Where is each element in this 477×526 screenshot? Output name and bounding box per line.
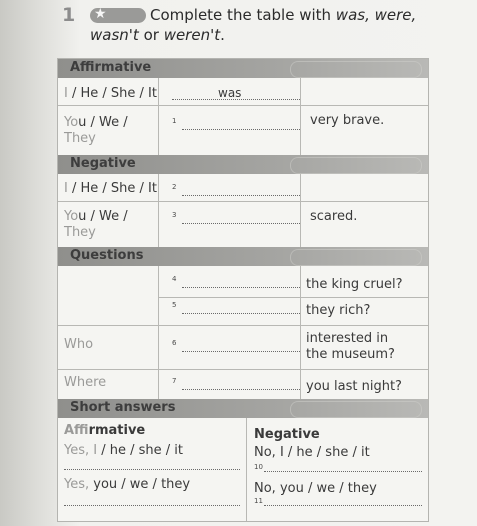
- row-divider: [58, 105, 428, 106]
- aff-answer-line-1[interactable]: [182, 129, 300, 130]
- question-4-text: you last night?: [306, 379, 402, 394]
- q-gap-number-4: 4: [172, 275, 177, 283]
- row-divider: [158, 297, 428, 298]
- band-decoration: [290, 61, 422, 78]
- aff-subject-2: You / We / They: [64, 115, 128, 146]
- short-answers-heading: Short answers: [70, 400, 176, 415]
- q-answer-line-6[interactable]: [182, 351, 300, 352]
- col-divider: [300, 266, 301, 399]
- aff-answer-example: was: [218, 86, 242, 100]
- question-2-text: they rich?: [306, 303, 371, 318]
- short-neg-row-2: No, you / we / they: [254, 481, 377, 496]
- negative-heading: Negative: [70, 156, 136, 171]
- instruction-keyword-wasnt: wasn't: [90, 26, 139, 44]
- short-neg-number-11: 11: [254, 497, 263, 505]
- q-answer-line-5[interactable]: [182, 313, 300, 314]
- band-decoration: [290, 157, 422, 174]
- row-divider: [58, 369, 428, 370]
- short-aff-row-2: Yes, you / we / they: [64, 477, 191, 492]
- neg-subject-1: I / He / She / It: [64, 181, 157, 196]
- short-aff-heading: Affirmative: [64, 423, 146, 438]
- neg-gap-number-2: 2: [172, 183, 177, 191]
- affirmative-band: [58, 59, 428, 78]
- negative-band: [58, 155, 428, 174]
- short-answers-band: [58, 399, 428, 418]
- short-neg-heading: Negative: [254, 427, 320, 442]
- aff-subject-1: I / He / She / It: [64, 86, 157, 101]
- instruction-period: .: [220, 26, 225, 44]
- neg-complement: scared.: [310, 209, 358, 224]
- instruction-text: Complete the table with: [150, 6, 336, 24]
- short-aff-line-9[interactable]: [64, 505, 240, 506]
- short-neg-number-10: 10: [254, 463, 263, 471]
- row-divider: [58, 325, 428, 326]
- instruction-keyword-werent: weren't: [163, 26, 221, 44]
- q-answer-line-4[interactable]: [182, 287, 300, 288]
- col-divider: [158, 174, 159, 247]
- star-icon: ★: [94, 6, 107, 22]
- question-4-wh-word: Where: [64, 375, 107, 390]
- exercise-number: 1: [62, 4, 76, 26]
- question-3-text: interested in the museum?: [306, 331, 395, 362]
- neg-gap-number-3: 3: [172, 211, 177, 219]
- short-neg-line-11[interactable]: [264, 505, 422, 506]
- row-divider: [58, 201, 428, 202]
- col-divider: [246, 418, 247, 521]
- col-divider: [300, 174, 301, 247]
- difficulty-badge: [90, 8, 146, 23]
- question-3-wh-word: Who: [64, 337, 94, 352]
- question-1-text: the king cruel?: [306, 277, 403, 292]
- q-gap-number-7: 7: [172, 377, 177, 385]
- instruction-line-1: [150, 6, 470, 25]
- instruction-or: or: [138, 26, 164, 44]
- grammar-table: [57, 58, 429, 522]
- col-divider: [158, 78, 159, 155]
- questions-band: [58, 247, 428, 266]
- short-neg-line-10[interactable]: [264, 471, 422, 472]
- short-aff-line-8[interactable]: [64, 469, 240, 470]
- short-neg-row-1: No, I / he / she / it: [254, 445, 370, 460]
- q-answer-line-7[interactable]: [182, 389, 300, 390]
- neg-answer-line-3[interactable]: [182, 223, 300, 224]
- aff-gap-number-1: 1: [172, 117, 177, 125]
- q-gap-number-6: 6: [172, 339, 177, 347]
- instruction-keywords: was, were,: [335, 6, 417, 24]
- affirmative-heading: Affirmative: [70, 60, 152, 75]
- neg-subject-2: You / We / They: [64, 209, 128, 240]
- band-decoration: [290, 401, 422, 418]
- neg-answer-line-2[interactable]: [182, 195, 300, 196]
- q-gap-number-5: 5: [172, 301, 177, 309]
- short-aff-row-1: Yes, I / he / she / it: [64, 443, 183, 458]
- instruction-line-2: [90, 26, 225, 44]
- col-divider: [300, 78, 301, 155]
- questions-heading: Questions: [70, 248, 144, 263]
- band-decoration: [290, 249, 422, 266]
- aff-complement: very brave.: [310, 113, 385, 128]
- col-divider: [158, 266, 159, 399]
